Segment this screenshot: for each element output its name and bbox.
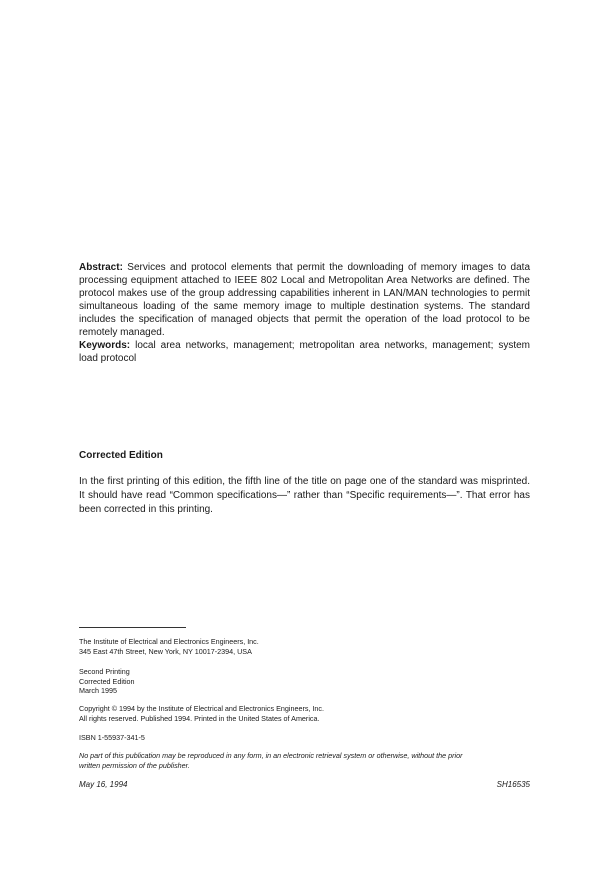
permission-notice [79,751,539,770]
abstract-label: Abstract: [79,262,123,273]
keywords-text: local area networks, management; metropolitan area networks, management; system load protocol [79,340,530,364]
copyright-line-2: All rights reserved. Published 1994. Printed in the United States of America. [79,713,320,723]
isbn-text: ISBN 1-55937-341-5 [79,733,145,742]
footer-date: May 16, 1994 [79,780,128,789]
printing-line-3: March 1995 [79,686,117,695]
publisher-name: The Institute of Electrical and Electronics Engineers, Inc. [79,637,259,646]
publisher-block [79,637,539,656]
printing-block [79,667,539,696]
abstract-block [79,261,530,365]
corrected-edition-heading: Corrected Edition [79,450,163,461]
keywords-label: Keywords: [79,340,131,351]
notice-line-2: written permission of the publisher. [79,760,190,770]
footnote-rule [79,627,186,628]
copyright-block [79,704,539,723]
abstract-text: Services and protocol elements that permit the downloading of memory images to data processing equipment attached to IEEE 802 Local and Metropolitan Area Networks are defined. The protocol makes use of the group addressing capabilities inherent in LAN/MAN technologies to permit simultaneous loading of the same memory image to multiple destination systems. The standard includes the specification of managed objects that permit the operation of the load protocol to be remotely managed. [79,262,531,338]
notice-line-1: No part of this publication may be reproduced in any form, in an electronic retrieval system or otherwise, without the prior [79,751,463,760]
printing-line-1: Second Printing [79,667,130,676]
printing-line-2: Corrected Edition [79,676,135,686]
footer-code: SH16535 [496,780,530,789]
copyright-line-1: Copyright © 1994 by the Institute of Electrical and Electronics Engineers, Inc. [79,704,325,713]
publisher-address: 345 East 47th Street, New York, NY 10017-2394, USA [79,646,252,656]
isbn-block [79,733,539,743]
corrected-edition-body: In the first printing of this edition, the fifth line of the title on page one of the standard was misprinted. It should have read “Common specifications—” rather than “Specific requirements—”. That error has been corrected in this printing. [79,476,530,515]
